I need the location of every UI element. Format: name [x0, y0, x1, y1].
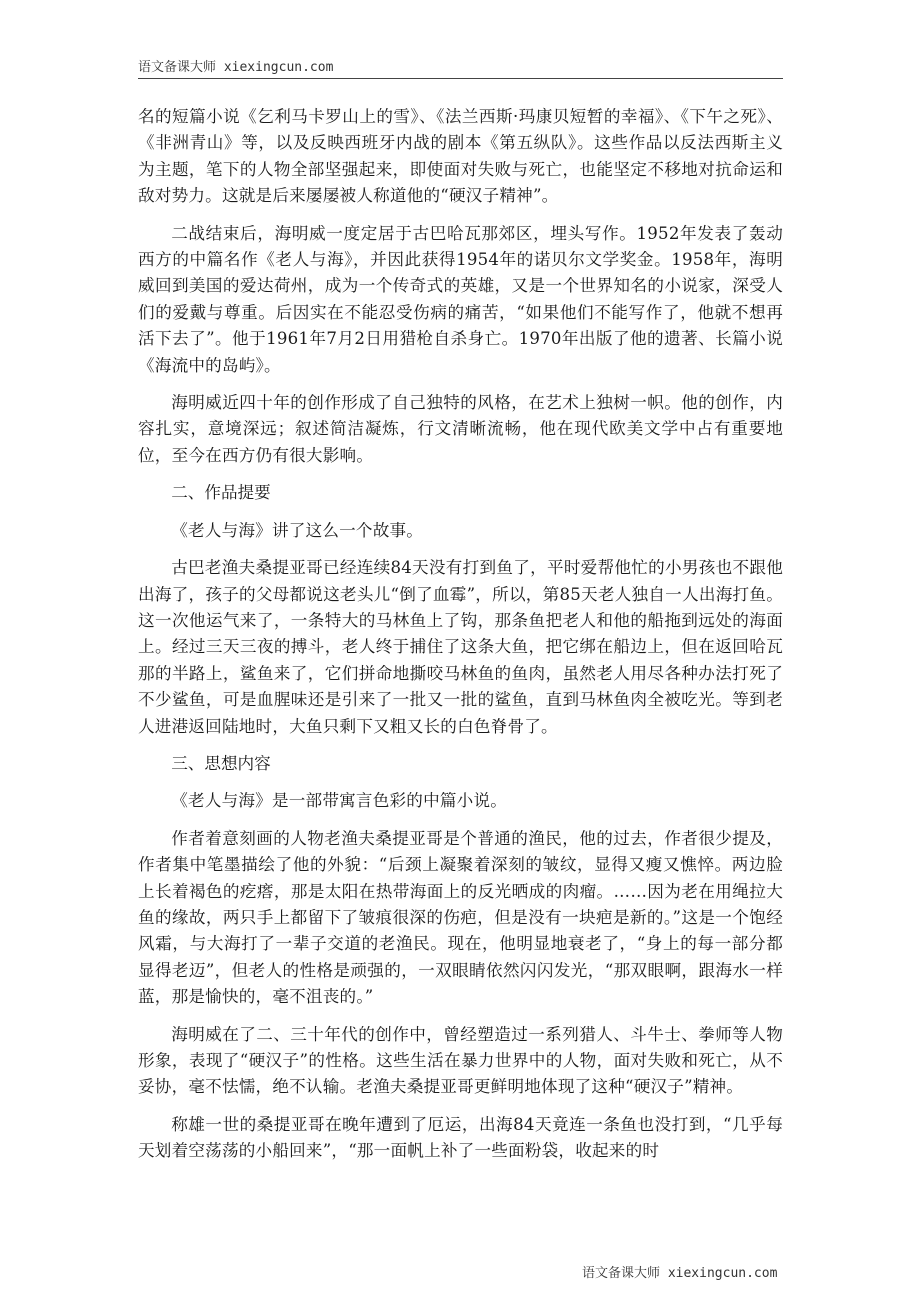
document-body: [138, 104, 783, 1176]
paragraph-9: 称雄一世的桑提亚哥在晚年遭到了厄运，出海84天竟连一条鱼也没打到，“几乎每天划着空荡荡的小船回来”，“那一面帆上补了一些面粉袋，收起来的时: [138, 1114, 783, 1161]
paragraph-8: 海明威在了二、三十年代的创作中，曾经塑造过一系列猎人、斗牛士、拳师等人物形象，表现了“硬汉子”的性格。这些生活在暴力世界中的人物，面对失败和死亡，从不妥协，毫不怯懦，绝不认输。老渔夫桑提亚哥更鲜明地体现了这种“硬汉子”精神。: [138, 1024, 783, 1097]
paragraph-5: 古巴老渔夫桑提亚哥已经连续84天没有打到鱼了，平时爱帮他忙的小男孩也不跟他出海了，孩子的父母都说这老头儿“倒了血霉”，所以，第85天老人独自一人出海打鱼。这一次他运气来了，一条特大的马林鱼上了钩，那条鱼把老人和他的船拖到远处的海面上。经过三天三夜的搏斗，老人终于捕住了这条大鱼，把它绑在船边上，但在返回哈瓦那的半路上，鲨鱼来了，它们拼命地撕咬马林鱼的鱼肉，虽然老人用尽各种办法打死了不少鲨鱼，可是血腥味还是引来了一批又一批的鲨鱼，直到马林鱼肉全被吃光。等到老人进港返回陆地时，大鱼只剩下又粗又长的白色脊骨了。: [138, 558, 783, 736]
header-text: 语文备课大师 xiexingcun.com: [138, 60, 334, 75]
section-heading-3: 三、思想内容: [171, 753, 271, 773]
paragraph-3: 海明威近四十年的创作形成了自己独特的风格，在艺术上独树一帜。他的创作，内容扎实，意境深远；叙述简洁凝炼，行文清晰流畅，他在现代欧美文学中占有重要地位，至今在西方仍有很大影响。: [138, 393, 783, 465]
section-heading-2: 二、作品提要: [171, 483, 271, 503]
paragraph-7: 作者着意刻画的人物老渔夫桑提亚哥是个普通的渔民，他的过去，作者很少提及，作者集中笔墨描绘了他的外貌：“后颈上凝聚着深刻的皱纹，显得又瘦又憔悴。两边脸上长着褐色的疙瘩，那是太阳在热带海面上的反光晒成的肉瘤。……因为老在用绳拉大鱼的缘故，两只手上都留下了皱痕很深的伤疤，但是没有一块疤是新的。”这是一个饱经风霜，与大海打了一辈子交道的老渔民。现在，他明显地衰老了，“身上的每一部分都显得老迈”，但老人的性格是顽强的，一双眼睛依然闪闪发光，“那双眼啊，跟海水一样蓝，那是愉快的，毫不沮丧的。”: [138, 828, 783, 1007]
paragraph-6: 《老人与海》是一部带寓言色彩的中篇小说。: [171, 791, 508, 811]
paragraph-2: 二战结束后，海明威一度定居于古巴哈瓦那郊区，埋头写作。1952年发表了轰动西方的中篇名作《老人与海》，并因此获得1954年的诺贝尔文学奖金。1958年，海明威回到美国的爱达荷州，成为一个传奇式的英雄，又是一个世界知名的小说家，深受人们的爱戴与尊重。后因实在不能忍受伤病的痛苦，“如果他们不能写作了，他就不想再活下去了”。他于1961年7月2日用猎枪自杀身亡。1970年出版了他的遗著、长篇小说《海流中的岛屿》。: [138, 223, 783, 375]
paragraph-1: 名的短篇小说《乞利马卡罗山上的雪》、《法兰西斯·玛康贝短暂的幸福》、《下午之死》、《非洲青山》等，以及反映西班牙内战的剧本《第五纵队》。这些作品以反法西斯主义为主题，笔下的人物全部坚强起来，即使面对失败与死亡，也能坚定不移地对抗命运和敌对势力。这就是后来屡屡被人称道他的“硬汉子精神”。: [138, 107, 783, 206]
paragraph-4: 《老人与海》讲了这么一个故事。: [171, 520, 424, 540]
page-header: [138, 56, 783, 79]
page-footer: 语文备课大师 xiexingcun.com: [582, 1266, 778, 1281]
